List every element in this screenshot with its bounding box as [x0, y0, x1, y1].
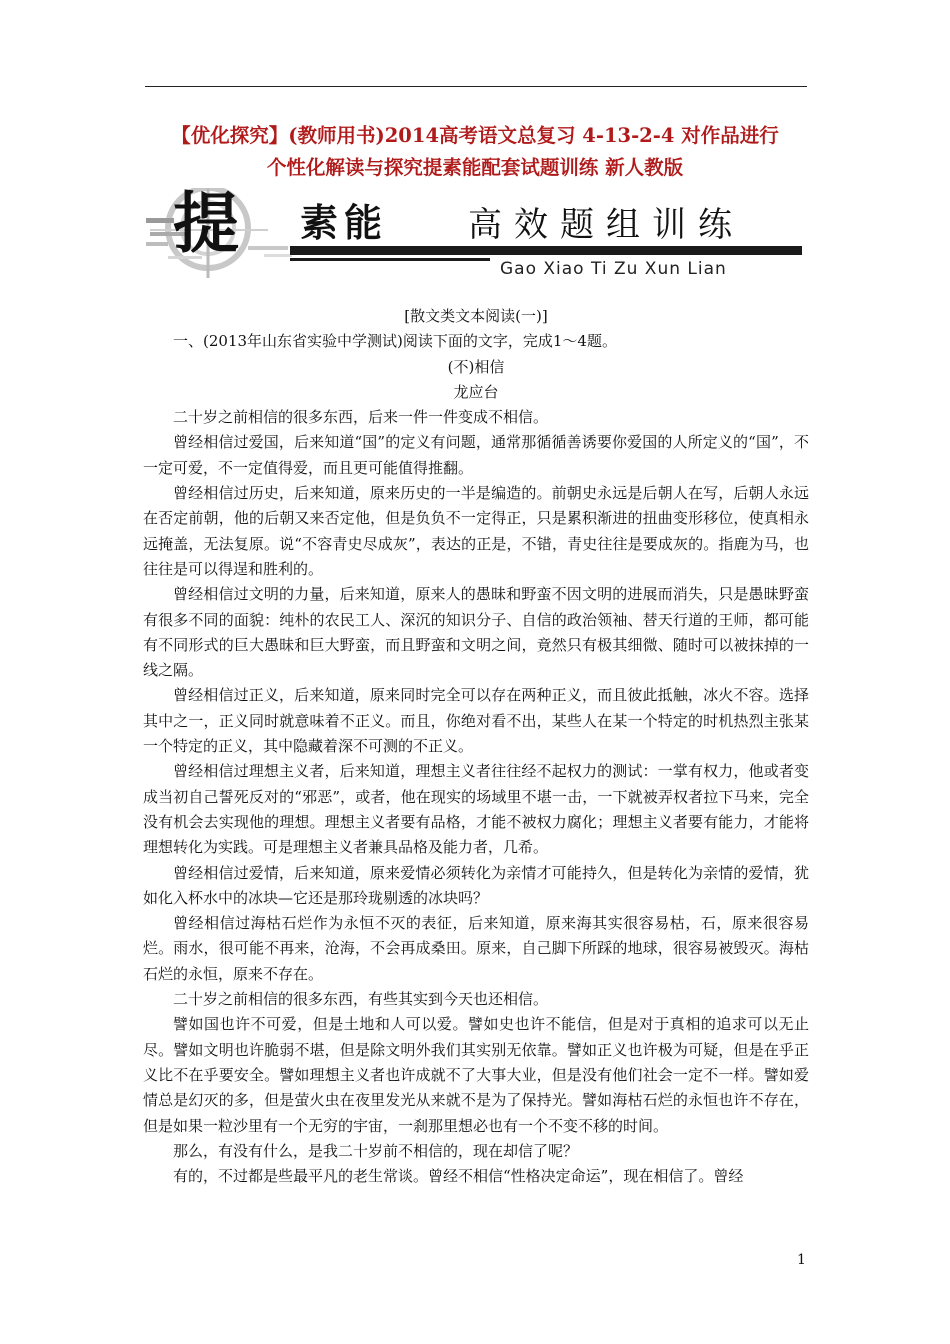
paragraph: 曾经相信过历史，后来知道，原来历史的一半是编造的。前朝史永远是后朝人在写，后朝人永远在否定前朝，他的后朝又来否定他，但是负负不一定得正，只是累积渐进的扭曲变形移位，使真相永远掩盖，无法复原。说“不容青史尽成灰”，表达的正是，不错，青史往往是要成灰的。指鹿为马，也往往是可以得逞和胜利的。	[143, 484, 809, 578]
paragraph: 二十岁之前相信的很多东西，后来一件一件变成不相信。	[173, 408, 549, 427]
paragraph: 那么，有没有什么，是我二十岁前不相信的，现在却信了呢？	[173, 1141, 579, 1160]
title-line-2: 个性化解读与探究提素能配套试题训练 新人教版	[266, 156, 684, 179]
banner-main-label: 高效题组训练	[468, 205, 744, 245]
paragraph: 曾经相信过理想主义者，后来知道，理想主义者往往经不起权力的测试：一掌有权力，他或者变成当初自己誓死反对的“邪恶”，或者，他在现实的场域里不堪一击，一下就被弄权者拉下马来，完全没有机会去实现他的理想。理想主义者要有品格，才能不被权力腐化；理想主义者要有能力，才能将理想转化为实践。可是理想主义者兼具品格及能力者，几希。	[143, 762, 809, 857]
banner-big-char: 提	[173, 188, 239, 262]
article-title: (不)相信	[447, 357, 505, 376]
banner-emblem	[146, 188, 292, 278]
paragraph: 曾经相信过爱国，后来知道“国”的定义有问题，通常那循循善诱要你爱国的人所定义的“国”，不一定可爱，不一定值得爱，而且更可能值得推翻。	[143, 433, 809, 477]
top-rule	[145, 86, 807, 87]
paragraph: 譬如国也许不可爱，但是土地和人可以爱。譬如史也许不能信，但是对于真相的追求可以无止尽。譬如文明也许脆弱不堪，但是除文明外我们其实别无依靠。譬如正义也许极为可疑，但是在乎正义比不在乎要安全。譬如理想主义者也许成就不了大事大业，但是没有他们社会一定不一样。譬如爱情总是幻灭的多，但是萤火虫在夜里发光从来就不是为了保持光。譬如海枯石烂的永恒也许不存在，但是如果一粒沙里有一个无穷的宇宙，一刹那里想必也有一个不变不移的时间。	[143, 1015, 809, 1135]
paragraph: 有的，不过都是些最平凡的老生常谈。曾经不相信“性格决定命运”，现在相信了。曾经	[173, 1167, 744, 1186]
document-title	[130, 120, 820, 184]
page-number: 1	[797, 1252, 806, 1268]
paragraph: 曾经相信过文明的力量，后来知道，原来人的愚昧和野蛮不因文明的进展而消失，只是愚昧野蛮有很多不同的面貌：纯朴的农民工人、深沉的知识分子、自信的政治领袖、替天行道的王师，都可能有不同形式的巨大愚昧和巨大野蛮，而且野蛮和文明之间，竟然只有极其细微、随时可以被抹掉的一线之隔。	[143, 585, 809, 680]
paragraph: 曾经相信过海枯石烂作为永恒不灭的表征，后来知道，原来海其实很容易枯，石，原来很容易烂。雨水，很可能不再来，沧海，不会再成桑田。原来，自己脚下所踩的地球，很容易被毁灭。海枯石烂的永恒，原来不存在。	[143, 914, 809, 983]
paragraph: 曾经相信过正义，后来知道，原来同时完全可以存在两种正义，而且彼此抵触，冰火不容。选择其中之一，正义同时就意味着不正义。而且，你绝对看不出，某些人在某一个特定的时机热烈主张某一个特定的正义，其中隐藏着深不可测的不正义。	[143, 686, 809, 756]
banner-rule-thick	[290, 246, 802, 255]
paragraph: 二十岁之前相信的很多东西，有些其实到今天也还相信。	[173, 990, 549, 1009]
banner-pinyin: Gao Xiao Ti Zu Xun Lian	[500, 259, 727, 279]
banner-suneng: 素能	[300, 201, 389, 245]
section-heading: [散文类文本阅读(一)]	[404, 307, 548, 325]
paragraph: 曾经相信过爱情，后来知道，原来爱情必须转化为亲情才可能持久，但是转化为亲情的爱情，犹如化入杯水中的冰块—它还是那玲珑剔透的冰块吗？	[143, 863, 809, 907]
main-content	[143, 304, 809, 1189]
banner	[140, 188, 810, 280]
title-line-1: 【优化探究】(教师用书)2014高考语文总复习 4-13-2-4 对作品进行	[171, 124, 779, 147]
article-author: 龙应台	[453, 382, 499, 401]
question-instruction: 一、(2013年山东省实验中学测试)阅读下面的文字，完成1～4题。	[173, 332, 617, 351]
banner-rule-thin	[290, 258, 490, 261]
